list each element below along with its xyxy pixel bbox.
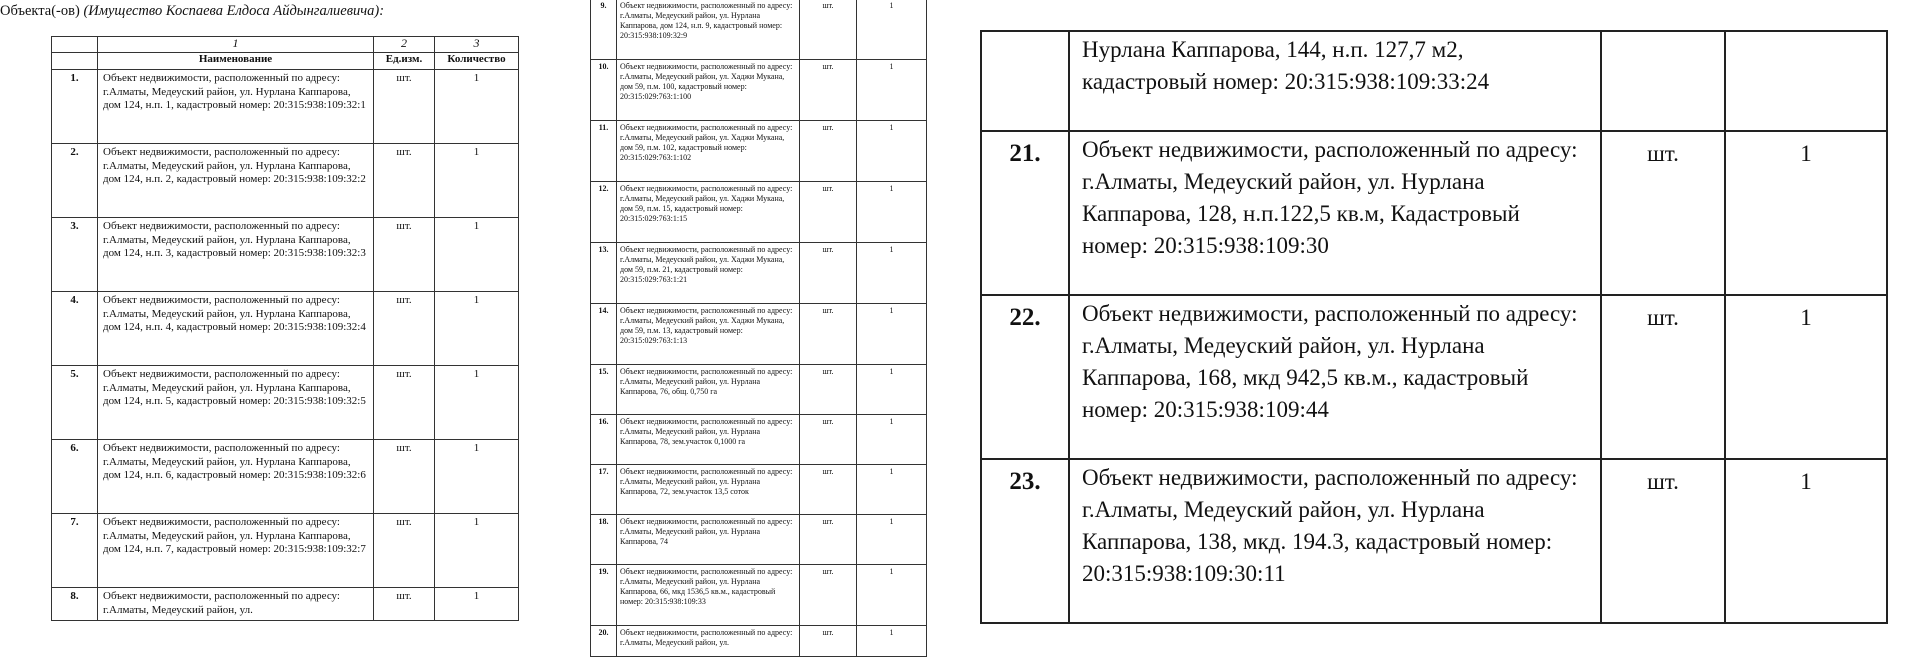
page-heading: [0, 2, 384, 20]
document-page-middle: [586, 0, 936, 647]
row-description: Объект недвижимости, расположенный по адресу: г.Алматы, Медеуский район, ул. Нурлана Каппарова, 74: [617, 515, 800, 565]
row-number: 7.: [52, 514, 98, 588]
row-unit: шт.: [374, 366, 435, 440]
table-body: [591, 0, 927, 657]
row-unit: шт.: [374, 218, 435, 292]
row-quantity: 1: [435, 292, 519, 366]
table-row: [591, 60, 927, 121]
row-unit: шт.: [800, 121, 857, 182]
row-unit: шт.: [800, 465, 857, 515]
row-quantity: 1: [857, 60, 927, 121]
row-description: Объект недвижимости, расположенный по адресу: г.Алматы, Медеуский район, ул. Хаджи Мукана, дом 59, п.м. 13, кадастровый номер: 20:315:029:763:1:13: [617, 304, 800, 365]
row-number: 1.: [52, 70, 98, 144]
column-header-qty: Количество: [435, 53, 519, 70]
row-number: 12.: [591, 182, 617, 243]
row-number: 18.: [591, 515, 617, 565]
row-unit: шт.: [374, 144, 435, 218]
row-quantity: 1: [435, 440, 519, 514]
column-number: 1: [98, 37, 374, 53]
property-table: [51, 36, 519, 621]
table-row: [591, 565, 927, 626]
row-number: 2.: [52, 144, 98, 218]
row-unit: [1601, 31, 1725, 131]
row-number: 22.: [981, 295, 1069, 459]
row-number: 16.: [591, 415, 617, 465]
row-unit: шт.: [374, 588, 435, 621]
table-row: [591, 304, 927, 365]
row-quantity: 1: [1725, 295, 1887, 459]
row-quantity: 1: [857, 515, 927, 565]
row-quantity: 1: [857, 626, 927, 657]
row-description: Объект недвижимости, расположенный по адресу: г.Алматы, Медеуский район, ул. Нурлана Каппарова, дом 124, н.п. 4, кадастровый номер: 20:315:938:109:32:4: [98, 292, 374, 366]
row-quantity: 1: [857, 365, 927, 415]
column-number: 2: [374, 37, 435, 53]
row-number: 3.: [52, 218, 98, 292]
row-description: Объект недвижимости, расположенный по адресу: г.Алматы, Медеуский район, ул. Нурлана Каппарова, 78, зем.участок 0,1000 га: [617, 415, 800, 465]
row-number: 17.: [591, 465, 617, 515]
column-header-name: Наименование: [98, 53, 374, 70]
table-row: [591, 182, 927, 243]
row-quantity: 1: [857, 304, 927, 365]
row-unit: шт.: [800, 304, 857, 365]
row-description: Объект недвижимости, расположенный по адресу: г.Алматы, Медеуский район, ул. Нурлана Каппарова, 66, мкд 1536,5 кв.м., кадастровый номер: 20:315:938:109:33: [617, 565, 800, 626]
row-unit: шт.: [800, 182, 857, 243]
row-unit: шт.: [800, 60, 857, 121]
row-description: Объект недвижимости, расположенный по адресу: г.Алматы, Медеуский район, ул. Хаджи Мукана, дом 59, п.м. 102, кадастровый номер: 20:315:029:763:1:102: [617, 121, 800, 182]
table-row: [591, 365, 927, 415]
property-table: [590, 0, 927, 657]
row-description: Объект недвижимости, расположенный по адресу: г.Алматы, Медеуский район, ул. Нурлана Каппарова, 72, зем.участок 13,5 соток: [617, 465, 800, 515]
row-unit: шт.: [1601, 295, 1725, 459]
table-row: [52, 70, 519, 144]
table-row: [52, 588, 519, 621]
row-unit: шт.: [800, 0, 857, 60]
row-quantity: 1: [857, 243, 927, 304]
row-unit: шт.: [800, 415, 857, 465]
row-description: Объект недвижимости, расположенный по адресу: г.Алматы, Медеуский район, ул. Нурлана Каппарова, дом 124, н.п. 2, кадастровый номер: 20:315:938:109:32:2: [98, 144, 374, 218]
row-description: Нурлана Каппарова, 144, н.п. 127,7 м2, кадастровый номер: 20:315:938:109:33:24: [1069, 31, 1601, 131]
row-number: 6.: [52, 440, 98, 514]
row-number: 11.: [591, 121, 617, 182]
table-row: [52, 366, 519, 440]
heading-text: Объекта(-ов): [0, 3, 80, 19]
row-quantity: 1: [435, 366, 519, 440]
row-quantity: 1: [1725, 459, 1887, 623]
table-row: [52, 440, 519, 514]
table-body: [52, 70, 519, 621]
row-description: Объект недвижимости, расположенный по адресу: г.Алматы, Медеуский район, ул.: [617, 626, 800, 657]
row-unit: шт.: [374, 440, 435, 514]
column-number-row: [52, 37, 519, 53]
row-unit: шт.: [374, 514, 435, 588]
table-body: [981, 31, 1887, 623]
row-description: Объект недвижимости, расположенный по адресу: г.Алматы, Медеуский район, ул. Нурлана Каппарова, дом 124, н.п. 6, кадастровый номер: 20:315:938:109:32:6: [98, 440, 374, 514]
row-number: 4.: [52, 292, 98, 366]
row-quantity: 1: [857, 415, 927, 465]
row-quantity: 1: [857, 121, 927, 182]
heading-owner: (Имущество Коспаева Елдоса Айдынгалиевича):: [83, 3, 385, 19]
row-number: 5.: [52, 366, 98, 440]
row-description: Объект недвижимости, расположенный по адресу: г.Алматы, Медеуский район, ул. Нурлана Каппарова, 138, мкд. 194.3, кадастровый номер: 20:315:938:109:30:11: [1069, 459, 1601, 623]
table-row: [52, 218, 519, 292]
row-quantity: 1: [857, 565, 927, 626]
table-row: [591, 0, 927, 60]
row-number: 13.: [591, 243, 617, 304]
row-number: 21.: [981, 131, 1069, 295]
table-row: [591, 243, 927, 304]
table-row: [591, 515, 927, 565]
row-number: 20.: [591, 626, 617, 657]
header-cell: [52, 53, 98, 70]
row-number: [981, 31, 1069, 131]
row-number: 10.: [591, 60, 617, 121]
column-number: 3: [435, 37, 519, 53]
table-row: [52, 144, 519, 218]
document-page-left: [0, 0, 580, 616]
header-cell: [52, 37, 98, 53]
row-description: Объект недвижимости, расположенный по адресу: г.Алматы, Медеуский район, ул. Хаджи Мукана, дом 59, п.м. 15, кадастровый номер: 20:315:029:763:1:15: [617, 182, 800, 243]
row-quantity: 1: [1725, 131, 1887, 295]
row-unit: шт.: [1601, 459, 1725, 623]
table-row: [981, 131, 1887, 295]
row-description: Объект недвижимости, расположенный по адресу: г.Алматы, Медеуский район, ул. Нурлана Каппарова, дом 124, н.п. 9, кадастровый номер: 20:315:938:109:32:9: [617, 0, 800, 60]
row-description: Объект недвижимости, расположенный по адресу: г.Алматы, Медеуский район, ул. Нурлана Каппарова, дом 124, н.п. 1, кадастровый номер: 20:315:938:109:32:1: [98, 70, 374, 144]
table-row: [981, 459, 1887, 623]
row-quantity: [1725, 31, 1887, 131]
row-quantity: 1: [435, 588, 519, 621]
row-number: 9.: [591, 0, 617, 60]
row-quantity: 1: [857, 0, 927, 60]
row-unit: шт.: [800, 565, 857, 626]
row-description: Объект недвижимости, расположенный по адресу: г.Алматы, Медеуский район, ул.: [98, 588, 374, 621]
row-unit: шт.: [800, 515, 857, 565]
property-table: [980, 30, 1888, 624]
row-number: 23.: [981, 459, 1069, 623]
row-description: Объект недвижимости, расположенный по адресу: г.Алматы, Медеуский район, ул. Хаджи Мукана, дом 59, п.м. 21, кадастровый номер: 20:315:029:763:1:21: [617, 243, 800, 304]
table-row: [591, 121, 927, 182]
row-quantity: 1: [435, 70, 519, 144]
row-unit: шт.: [1601, 131, 1725, 295]
row-quantity: 1: [857, 465, 927, 515]
row-quantity: 1: [435, 218, 519, 292]
row-number: 19.: [591, 565, 617, 626]
row-number: 14.: [591, 304, 617, 365]
row-description: Объект недвижимости, расположенный по адресу: г.Алматы, Медеуский район, ул. Нурлана Каппарова, 76, общ. 0,750 га: [617, 365, 800, 415]
table-row: [591, 465, 927, 515]
row-unit: шт.: [800, 626, 857, 657]
row-unit: шт.: [800, 365, 857, 415]
table-row: [981, 295, 1887, 459]
document-page-right: [976, 0, 1920, 608]
row-number: 8.: [52, 588, 98, 621]
table-row: [591, 415, 927, 465]
row-description: Объект недвижимости, расположенный по адресу: г.Алматы, Медеуский район, ул. Хаджи Мукана, дом 59, п.м. 100, кадастровый номер: 20:315:029:763:1:100: [617, 60, 800, 121]
row-quantity: 1: [435, 514, 519, 588]
row-description: Объект недвижимости, расположенный по адресу: г.Алматы, Медеуский район, ул. Нурлана Каппарова, дом 124, н.п. 3, кадастровый номер: 20:315:938:109:32:3: [98, 218, 374, 292]
table-row: [52, 292, 519, 366]
row-quantity: 1: [435, 144, 519, 218]
column-header-unit: Ед.изм.: [374, 53, 435, 70]
row-description: Объект недвижимости, расположенный по адресу: г.Алматы, Медеуский район, ул. Нурлана Каппарова, 168, мкд 942,5 кв.м., кадастровый номер: 20:315:938:109:44: [1069, 295, 1601, 459]
row-unit: шт.: [374, 70, 435, 144]
table-row: [52, 514, 519, 588]
row-unit: шт.: [374, 292, 435, 366]
row-description: Объект недвижимости, расположенный по адресу: г.Алматы, Медеуский район, ул. Нурлана Каппарова, 128, н.п.122,5 кв.м, Кадастровый номер: 20:315:938:109:30: [1069, 131, 1601, 295]
table-row: [981, 31, 1887, 131]
row-number: 15.: [591, 365, 617, 415]
column-header-row: [52, 53, 519, 70]
row-description: Объект недвижимости, расположенный по адресу: г.Алматы, Медеуский район, ул. Нурлана Каппарова, дом 124, н.п. 5, кадастровый номер: 20:315:938:109:32:5: [98, 366, 374, 440]
row-description: Объект недвижимости, расположенный по адресу: г.Алматы, Медеуский район, ул. Нурлана Каппарова, дом 124, н.п. 7, кадастровый номер: 20:315:938:109:32:7: [98, 514, 374, 588]
row-quantity: 1: [857, 182, 927, 243]
table-row: [591, 626, 927, 657]
row-unit: шт.: [800, 243, 857, 304]
